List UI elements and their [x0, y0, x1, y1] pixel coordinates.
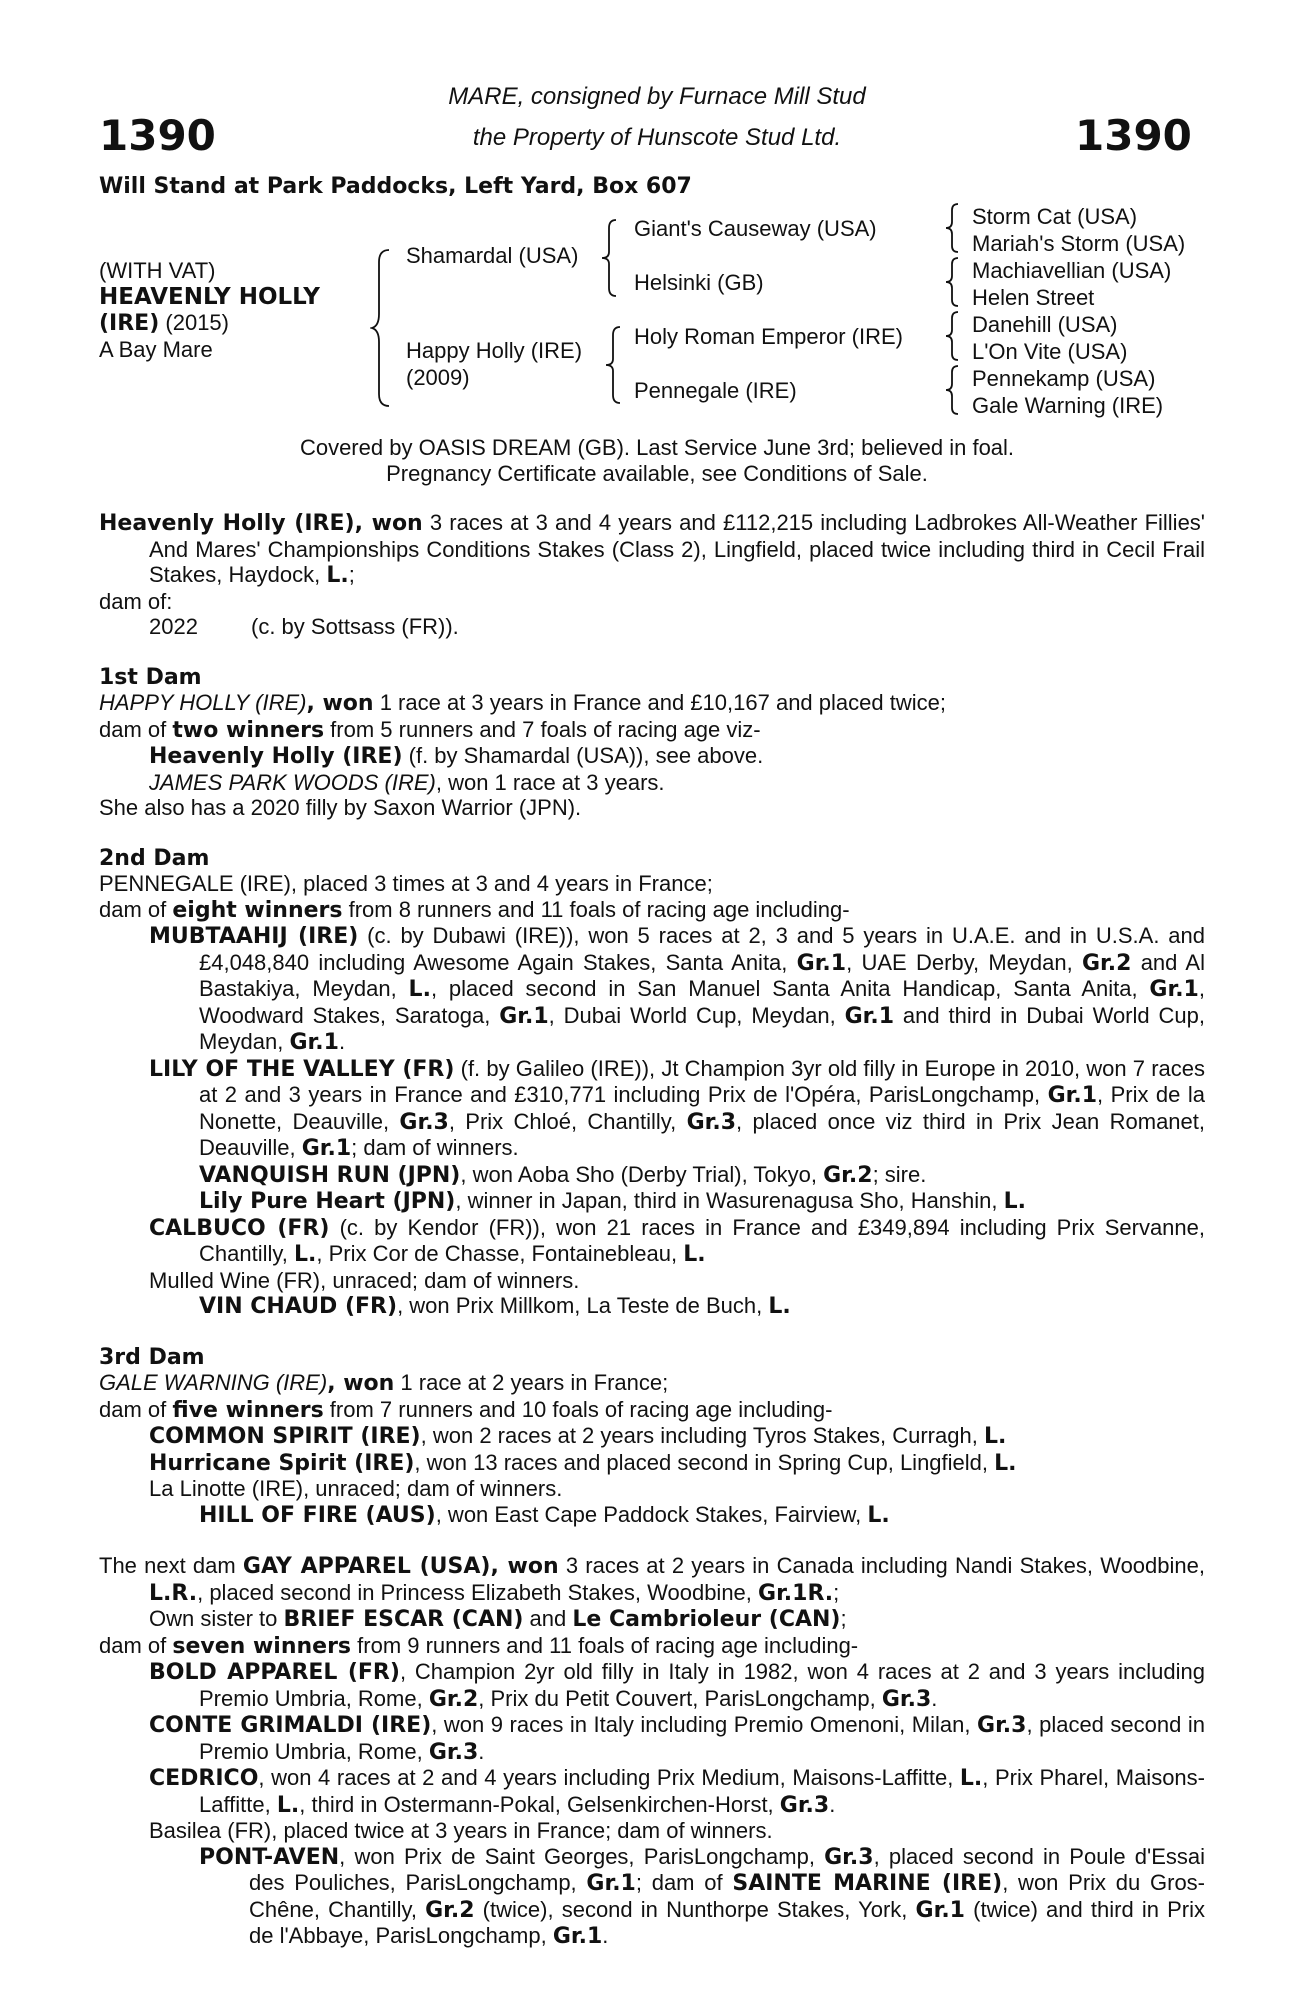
text-run: , placed second in Premio Umbria, Rome, [199, 1712, 1206, 1764]
text-run: (c. by Kendor (FR)), won 21 races in France and £349,894 including Prix Servanne, Chantilly, [199, 1214, 1205, 1266]
text-run: , won 2 races at 2 years including Tyros Stakes, Curragh, [420, 1423, 984, 1448]
grade-mark: Gr.1 [1047, 1083, 1098, 1108]
pedigree-brace-dam [604, 325, 622, 405]
next-dam-dam-of [99, 1633, 1205, 1660]
text-run: , Prix du Petit Couvert, ParisLongchamp, [478, 1685, 882, 1711]
dam-dam-name: Pennegale (IRE) [634, 378, 797, 403]
listed-mark: L. [867, 1502, 890, 1528]
catalogue-body [99, 510, 1205, 1950]
sds-name: Machiavellian (USA) [972, 258, 1172, 283]
text-run: . [338, 1029, 346, 1054]
runner-text: (f. by Shamardal (USA)), see above. [402, 743, 764, 768]
first-dam-also: She also has a 2020 filly by Saxon Warrior (JPN). [99, 795, 582, 820]
stand-location: Will Stand at Park Paddocks, Left Yard, Box 607 [99, 174, 692, 199]
dam-of-post: from 5 runners and 7 foals of racing age viz- [324, 716, 761, 742]
listed-mark: L. [1003, 1189, 1027, 1214]
next-dam-name: GAY APPAREL (USA) [242, 1554, 491, 1579]
first-dam-name: HAPPY HOLLY (IRE) [99, 690, 307, 715]
listed-mark: L. [959, 1766, 983, 1791]
grade-mark: Gr.1 [499, 1003, 549, 1029]
covered-line-1: Covered by OASIS DREAM (GB). Last Service June 3rd; believed in foal. [299, 435, 1015, 460]
third-dam-won: , won [327, 1371, 395, 1396]
grade-mark: Gr.1 [796, 950, 847, 976]
text-run: . [602, 1923, 609, 1948]
text-run: (f. by Galileo (IRE)), Jt Champion 3yr old filly in Europe in 2010, won 7 races at 2 and 3 years in France and £310,771 including Prix de l'Opéra, ParisLongchamp, [199, 1055, 1205, 1107]
first-dam-dam-of [99, 717, 1205, 744]
grade-mark: Gr.1 [1149, 977, 1199, 1002]
runner-name: VANQUISH RUN (JPN) [199, 1162, 461, 1188]
pedigree-brace-main [370, 248, 392, 408]
runner-name: PONT-AVEN [199, 1844, 340, 1870]
grade-mark: Gr.3 [881, 1686, 932, 1712]
sss-name: Storm Cat (USA) [972, 204, 1138, 229]
la-linotte: La Linotte (IRE), unraced; dam of winners. [149, 1476, 563, 1501]
mulled-wine: Mulled Wine (FR), unraced; dam of winners. [149, 1267, 580, 1293]
grade-mark: Gr.1 [586, 1871, 636, 1896]
text-run: from 9 runners and 11 foals of racing age including- [351, 1632, 859, 1658]
runner-name: SAINTE MARINE (IRE) [732, 1871, 1003, 1896]
grade-mark: Gr.1 [289, 1030, 339, 1055]
text-run: (twice) and third in Prix de l'Abbaye, ParisLongchamp, [249, 1896, 1206, 1948]
runner-pont-aven [99, 1844, 1205, 1950]
text-run: , won 13 races and placed second in Spring Cup, Lingfield, [414, 1449, 995, 1475]
first-dam-won: , won [306, 691, 374, 716]
ssd-name: Mariah's Storm (USA) [972, 231, 1186, 256]
sire-sire-name: Giant's Causeway (USA) [634, 216, 877, 241]
dam-year: (2009) [406, 365, 470, 390]
grade-mark: Gr.3 [428, 1739, 479, 1765]
first-dam-record [99, 690, 1205, 717]
text-run: and Al Bastakiya, Meydan, [199, 949, 1205, 1001]
text-run: , Prix Pharel, Maisons-Laffitte, [199, 1765, 1205, 1817]
second-dam-record: PENNEGALE (IRE), placed 3 times at 3 and 4 years in France; [99, 871, 713, 896]
dam-of-pre: dam of [99, 896, 173, 922]
text-run: The next dam [99, 1553, 243, 1578]
runner-name: CONTE GRIMALDI (IRE) [149, 1713, 432, 1738]
text-run: . [829, 1791, 836, 1817]
horse-country-year [99, 310, 229, 337]
runner-name: JAMES PARK WOODS (IRE) [149, 769, 436, 795]
pedigree-brace-sire [600, 218, 618, 298]
runner-vin-chaud [99, 1293, 1205, 1320]
runner-name: VIN CHAUD (FR) [199, 1294, 398, 1319]
grade-mark: Gr.1 [301, 1136, 352, 1161]
lot-dam-of: dam of: [99, 588, 173, 614]
runner-calbuco [99, 1215, 1205, 1268]
listed-mark: L. [408, 977, 431, 1002]
grade-mark: Gr.3 [686, 1109, 737, 1135]
produce-row [99, 614, 1205, 640]
dss-name: Danehill (USA) [972, 312, 1118, 337]
text-run: . [931, 1685, 938, 1711]
text-run: , won Aoba Sho (Derby Trial), Tokyo, [460, 1161, 824, 1187]
first-dam-runner-2 [99, 770, 1205, 796]
runner-name: HILL OF FIRE (AUS) [199, 1502, 436, 1528]
listed-mark: L. [683, 1242, 706, 1267]
third-dam-name: GALE WARNING (IRE) [99, 1370, 328, 1395]
text-run: ; dam of [635, 1870, 733, 1895]
dam-sire-name: Holy Roman Emperor (IRE) [634, 324, 903, 349]
text-run: and third in Dubai World Cup, Meydan, [199, 1002, 1205, 1054]
third-dam-record [99, 1370, 1205, 1397]
runner-hill-of-fire [99, 1502, 1205, 1529]
grade-mark: Gr.3 [977, 1713, 1027, 1738]
runner-name: CALBUCO (FR) [149, 1215, 330, 1241]
text-run: ; sire. [872, 1161, 927, 1187]
text-run: , placed once viz third in Prix Jean Romanet, Deauville, [199, 1108, 1205, 1160]
text-run: , Prix Cor de Chasse, Fontainebleau, [316, 1241, 684, 1266]
listed-mark: L. [768, 1294, 791, 1319]
runner-name: LILY OF THE VALLEY (FR) [149, 1056, 455, 1082]
listed-mark: L.R. [149, 1580, 198, 1606]
sdd-name: Helen Street [972, 285, 1095, 310]
runner-conte-grimaldi [99, 1712, 1205, 1765]
grade-mark: Gr.3 [824, 1844, 874, 1870]
first-dam-record-text: 1 race at 3 years in France and £10,167 and placed twice; [373, 690, 946, 715]
consignment-line-1: MARE, consigned by Furnace Mill Stud [448, 83, 866, 110]
dam-name: Happy Holly (IRE) [406, 338, 583, 363]
winners-count: five winners [172, 1397, 324, 1423]
winners-count: eight winners [172, 897, 343, 923]
runner-name: Heavenly Holly (IRE) [149, 744, 403, 769]
text-run: , Prix de la Nonette, Deauville, [199, 1082, 1205, 1134]
text-run: 3 races at 2 years in Canada including Nandi Stakes, Woodbine, [558, 1553, 1205, 1578]
runner-lily-of-the-valley [99, 1056, 1205, 1162]
text-run: , won Prix Millkom, La Teste de Buch, [397, 1293, 769, 1318]
lot-horse-name: Heavenly Holly (IRE) [99, 511, 355, 536]
second-dam-dam-of [99, 897, 1205, 924]
runner-name: Lily Pure Heart (JPN) [199, 1189, 456, 1214]
basilea: Basilea (FR), placed twice at 3 years in France; dam of winners. [149, 1818, 773, 1843]
text-run: dam of [99, 1396, 173, 1422]
text-run: , Champion 2yr old filly in Italy in 1982, won 4 races at 2 and 3 years including Premio Umbria, Rome, [199, 1659, 1205, 1711]
text-run: , won 9 races in Italy including Premio Omenoni, Milan, [431, 1712, 978, 1737]
next-dam-won: , won [490, 1554, 559, 1579]
vat-note: (WITH VAT) [99, 258, 216, 283]
consignment-line-2: the Property of Hunscote Stud Ltd. [472, 124, 842, 151]
text-run: , won East Cape Paddock Stakes, Fairview, [435, 1501, 868, 1527]
text-run: Own sister to [149, 1606, 284, 1631]
text-run: , placed second in Princess Elizabeth Stakes, Woodbine, [197, 1579, 759, 1605]
pedigree-brace-sd [944, 256, 960, 308]
runner-name: BOLD APPAREL (FR) [149, 1660, 400, 1685]
sibling-name: BRIEF ESCAR (CAN) [283, 1607, 524, 1632]
lot-record [99, 510, 1205, 589]
text-run: ; [840, 1606, 847, 1631]
listed-mark: L. [326, 563, 349, 588]
runner-text: , won 1 race at 3 years. [435, 769, 665, 795]
runner-name: MUBTAAHIJ (IRE) [149, 924, 359, 949]
grade-mark: Gr.2 [1082, 950, 1132, 976]
first-dam-heading: 1st Dam [99, 664, 202, 690]
listed-mark: L. [276, 1792, 300, 1818]
winners-count: seven winners [172, 1633, 352, 1659]
text-run: . [478, 1738, 485, 1764]
text-run: dam of [99, 1632, 173, 1658]
runner-mubtaahij [99, 923, 1205, 1056]
text-run: , UAE Derby, Meydan, [846, 949, 1082, 975]
listed-mark: L. [293, 1242, 317, 1267]
runner-vanquish-run [99, 1162, 1205, 1189]
text-run: , placed second in San Manuel Santa Anita Handicap, Santa Anita, [430, 976, 1150, 1001]
dam-of-pre: dam of [99, 716, 173, 742]
text-run: ; [833, 1579, 840, 1605]
text-run: , Woodward Stakes, Saratoga, [199, 976, 1205, 1028]
text-run: , third in Ostermann-Pokal, Gelsenkirchen-Horst, [299, 1791, 780, 1817]
text-run: (c. by Dubawi (IRE)), won 5 races at 2, 3 and 5 years in U.A.E. and in U.S.A. and £4,048,840 including Awesome Again Stakes, Santa Anita, [199, 923, 1205, 975]
grade-mark: Gr.1 [844, 1003, 895, 1029]
text-run: from 7 runners and 10 foals of racing age including- [323, 1396, 833, 1422]
pedigree-brace-ds [944, 310, 960, 362]
horse-country: (IRE) [99, 311, 160, 336]
grade-mark: Gr.2 [428, 1686, 479, 1712]
text-run: , winner in Japan, third in Wasurenagusa Sho, Hanshin, [455, 1188, 1004, 1213]
sire-dam-name: Helsinki (GB) [634, 270, 764, 295]
sibling-name: Le Cambrioleur (CAN) [572, 1607, 841, 1632]
lot-number-right: 1390 [1075, 111, 1192, 160]
sire-name: Shamardal (USA) [406, 243, 579, 268]
horse-description: A Bay Mare [99, 337, 213, 362]
text-run: and [523, 1606, 573, 1631]
grade-mark: Gr.2 [823, 1162, 873, 1188]
text-run: , placed second in Poule d'Essai des Pouliches, ParisLongchamp, [249, 1843, 1205, 1895]
pedigree-brace-ss [944, 202, 960, 254]
first-dam-runner-1 [99, 743, 1205, 770]
horse-year: (2015) [165, 310, 229, 335]
lot-record-end: ; [348, 562, 355, 587]
produce-year: 2022 [149, 614, 198, 639]
runner-name: Hurricane Spirit (IRE) [149, 1450, 415, 1476]
dam-of-post: from 8 runners and 11 foals of racing age including- [342, 896, 850, 922]
lot-won: , won [354, 511, 423, 536]
runner-cedrico [99, 1765, 1205, 1818]
grade-mark: Gr.1 [915, 1897, 965, 1923]
ddd-name: Gale Warning (IRE) [972, 393, 1164, 418]
lot-record-text: 3 races at 3 and 4 years and £112,215 including Ladbrokes All-Weather Fillies' And Mares' Championships Conditions Stakes (Class 2), Lingfield, placed twice including third in Cecil Frail Stakes, Haydock, [149, 510, 1206, 587]
covered-line-2: Pregnancy Certificate available, see Conditions of Sale. [386, 461, 928, 486]
dsd-name: L'On Vite (USA) [972, 339, 1128, 364]
grade-mark: Gr.1R. [758, 1580, 834, 1606]
text-run: ; dam of winners. [351, 1135, 519, 1160]
grade-mark: Gr.3 [399, 1109, 449, 1135]
runner-common-spirit [99, 1423, 1205, 1450]
winners-count: two winners [172, 717, 325, 743]
horse-name: HEAVENLY HOLLY [99, 284, 320, 310]
text-run: , won Prix de Saint Georges, ParisLongchamp, [339, 1843, 825, 1869]
runner-name: CEDRICO [149, 1766, 259, 1791]
grade-mark: Gr.1 [552, 1924, 603, 1949]
runner-name: COMMON SPIRIT (IRE) [149, 1424, 421, 1449]
grade-mark: Gr.2 [425, 1897, 475, 1923]
runner-bold-apparel [99, 1659, 1205, 1712]
runner-hurricane-spirit [99, 1450, 1205, 1477]
grade-mark: Gr.3 [779, 1792, 830, 1818]
second-dam-heading: 2nd Dam [99, 845, 210, 871]
listed-mark: L. [994, 1450, 1017, 1476]
third-dam-dam-of [99, 1397, 1205, 1424]
lot-number-left: 1390 [99, 111, 216, 160]
text-run: , Prix Chloé, Chantilly, [448, 1108, 687, 1134]
third-dam-heading: 3rd Dam [99, 1344, 205, 1370]
text-run: , won Prix du Gros-Chêne, Chantilly, [249, 1870, 1206, 1922]
text-run: 1 race at 2 years in France; [394, 1370, 669, 1395]
listed-mark: L. [983, 1424, 1007, 1449]
runner-lily-pure-heart [99, 1188, 1205, 1215]
dds-name: Pennekamp (USA) [972, 366, 1156, 391]
produce-text: (c. by Sottsass (FR)). [251, 614, 459, 639]
next-dam-record [99, 1553, 1205, 1633]
text-run: , Dubai World Cup, Meydan, [548, 1002, 845, 1028]
text-run: , won 4 races at 2 and 4 years including Prix Medium, Maisons-Laffitte, [258, 1765, 960, 1790]
pedigree-brace-dd [944, 364, 960, 416]
text-run: (twice), second in Nunthorpe Stakes, York, [474, 1896, 916, 1922]
